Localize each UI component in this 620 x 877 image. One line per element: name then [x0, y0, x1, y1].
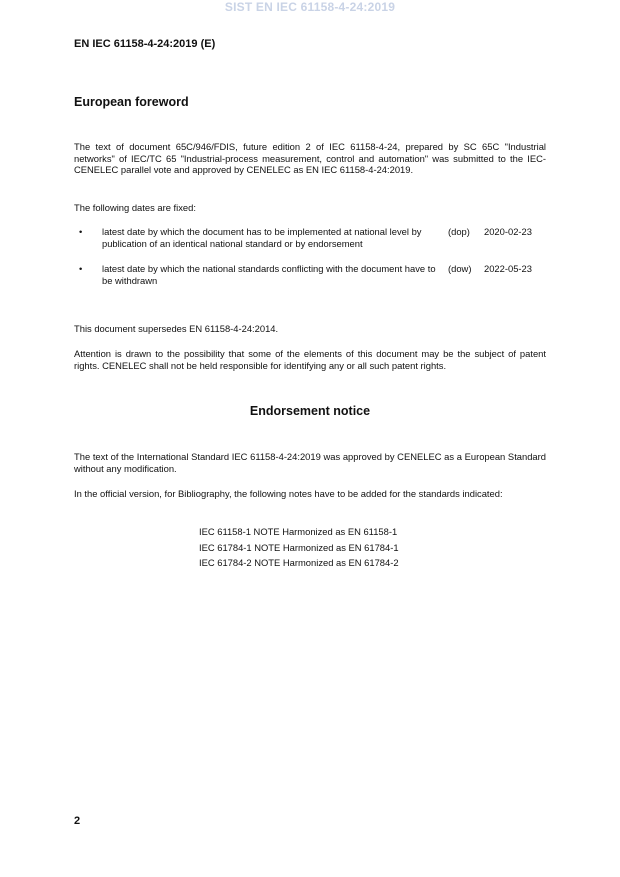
bullet-icon: •: [79, 226, 83, 237]
date-item-text: latest date by which the national standards conflicting with the document have to be withdrawn: [102, 263, 436, 286]
endorsement-paragraph-2: In the official version, for Bibliography, the following notes have to be added for the standards indicated:: [74, 488, 503, 499]
bibliography-note: IEC 61158-1 NOTE Harmonized as EN 61158-1: [199, 526, 398, 537]
date-item-abbreviation: (dow): [448, 263, 472, 274]
date-item-date: 2020-02-23: [484, 226, 532, 237]
date-item-abbreviation: (dop): [448, 226, 470, 237]
bibliography-note: IEC 61784-2 NOTE Harmonized as EN 61784-2: [199, 557, 399, 568]
foreword-paragraph-3: This document supersedes EN 61158-4-24:2014.: [74, 323, 279, 334]
bibliography-note: IEC 61784-1 NOTE Harmonized as EN 61784-1: [199, 541, 399, 553]
foreword-title: European foreword: [74, 95, 189, 109]
endorsement-paragraph-1: The text of the International Standard IEC 61158-4-24:2019 was approved by CENELEC as a European Standard without any modification.: [74, 451, 546, 474]
foreword-paragraph-1: The text of document 65C/946/FDIS, future edition 2 of IEC 61158-4-24, prepared by SC 65C "Industrial networks" of IEC/TC 65 "Industrial-process measurement, control and automation" was submitted to the IEC-CENELEC parallel vote and approved by CENELEC as EN IEC 61158-4-24:2019.: [74, 141, 546, 175]
date-item-dop: [74, 226, 546, 256]
date-item-dow: [74, 263, 546, 293]
date-item-date: 2022-05-23: [484, 263, 532, 274]
bullet-icon: •: [79, 263, 83, 274]
foreword-paragraph-4: Attention is drawn to the possibility that some of the elements of this document may be the subject of patent rights. CENELEC shall not be held responsible for identifying any or all such patent rights.: [74, 348, 546, 371]
document-id-header: EN IEC 61158-4-24:2019 (E): [74, 38, 216, 50]
watermark: SIST EN IEC 61158-4-24:2019: [224, 0, 396, 14]
bibliography-notes: [199, 524, 399, 571]
foreword-paragraph-2: The following dates are fixed:: [74, 202, 196, 213]
endorsement-title: Endorsement notice: [249, 404, 371, 418]
page-number: 2: [74, 815, 81, 827]
date-item-text: latest date by which the document has to be implemented at national level by publication of an identical national standard or by endorsement: [102, 226, 422, 249]
